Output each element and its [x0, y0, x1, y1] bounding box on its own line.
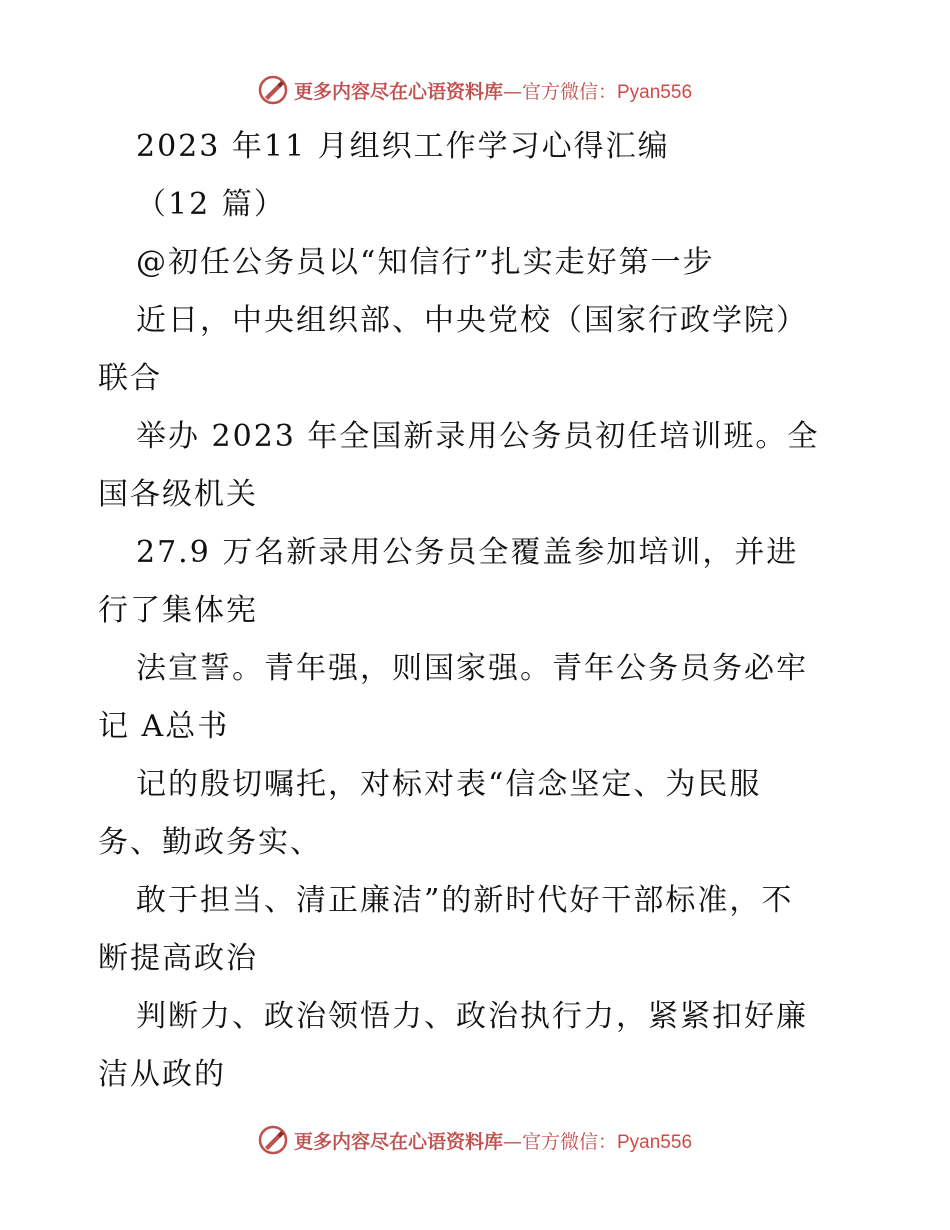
doc-line: 记 A总书 [98, 709, 230, 744]
doc-line: 27.9 万名新录用公务员全覆盖参加培训，并进 [136, 535, 799, 570]
header-watermark [0, 70, 950, 110]
watermark-id: Pyan556 [617, 81, 693, 103]
watermark-main-text: 更多内容尽在心语资料库 [293, 80, 503, 103]
watermark-main-text: 更多内容尽在心语资料库 [293, 1130, 503, 1153]
doc-line: 近日，中央组织部、中央党校（国家行政学院） [136, 303, 808, 338]
footer-watermark [0, 1120, 950, 1160]
watermark-dash: — [502, 80, 522, 103]
document-body [98, 118, 858, 1104]
doc-line: 务、勤政务实、 [98, 825, 322, 860]
watermark-dash: — [502, 1130, 522, 1153]
doc-line: 行了集体宪 [98, 593, 258, 628]
doc-line: 国各级机关 [98, 477, 258, 512]
doc-line-title: 2023 年11 月组织工作学习心得汇编 [136, 129, 670, 164]
doc-line-heading: @初任公务员以“知信行”扎实走好第一步 [136, 245, 715, 280]
doc-line: 法宣誓。青年强，则国家强。青年公务员务必牢 [136, 651, 808, 686]
doc-line: 记的殷切嘱托，对标对表“信念坚定、为民服 [136, 767, 762, 802]
pen-nib-logo-icon [258, 75, 288, 105]
watermark-side-text: 官方微信： [521, 1130, 617, 1153]
watermark-side-text: 官方微信： [521, 80, 617, 103]
doc-line: 断提高政治 [98, 941, 258, 976]
doc-line: 敢于担当、清正廉洁”的新时代好干部标准，不 [136, 883, 794, 918]
watermark-id: Pyan556 [617, 1131, 693, 1153]
doc-line: 举办 2023 年全国新录用公务员初任培训班。全 [136, 419, 820, 454]
doc-line: 洁从政的 [98, 1057, 226, 1092]
doc-line: 联合 [98, 361, 162, 396]
doc-line-subtitle: （12 篇） [136, 187, 286, 222]
doc-line: 判断力、政治领悟力、政治执行力，紧紧扣好廉 [136, 999, 808, 1034]
pen-nib-logo-icon [258, 1125, 288, 1155]
